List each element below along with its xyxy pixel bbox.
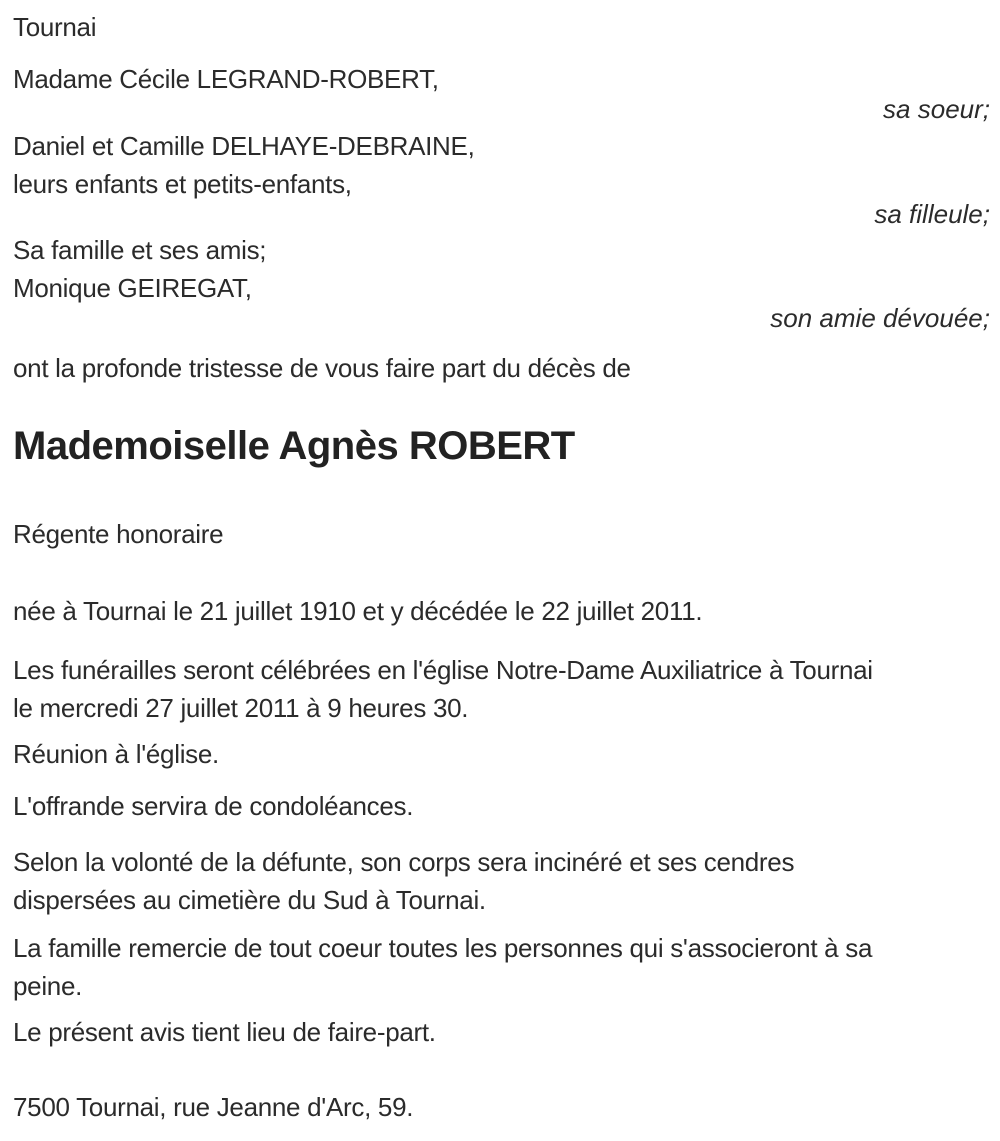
- address-line: 7500 Tournai, rue Jeanne d'Arc, 59.: [13, 1092, 414, 1122]
- relation-label: sa filleule;: [874, 199, 990, 229]
- offering-line: L'offrande servira de condoléances.: [13, 791, 414, 821]
- deceased-name: Mademoiselle Agnès ROBERT: [13, 424, 575, 468]
- legal-notice-line: Le présent avis tient lieu de faire-part.: [13, 1017, 436, 1047]
- mourner-name: Daniel et Camille DELHAYE-DEBRAINE,: [13, 131, 475, 161]
- announcement-line: ont la profonde tristesse de vous faire part du décès de: [13, 353, 631, 383]
- deceased-title: Régente honoraire: [13, 519, 224, 549]
- mourner-name: Madame Cécile LEGRAND-ROBERT,: [13, 64, 439, 94]
- funeral-paragraph: Les funérailles seront célébrées en l'église Notre-Dame Auxiliatrice à Tournai le mercredi 27 juillet 2011 à 9 heures 30.: [13, 655, 873, 723]
- thanks-paragraph: La famille remercie de tout coeur toutes les personnes qui s'associeront à sa peine.: [13, 933, 873, 1001]
- mourner-name: Sa famille et ses amis;: [13, 235, 267, 265]
- mourner-name: leurs enfants et petits-enfants,: [13, 169, 352, 199]
- relation-label: sa soeur;: [883, 94, 990, 124]
- city-line: Tournai: [13, 12, 97, 42]
- mourner-name: Monique GEIREGAT,: [13, 273, 252, 303]
- birth-death-line: née à Tournai le 21 juillet 1910 et y décédée le 22 juillet 2011.: [13, 596, 703, 626]
- cremation-paragraph: Selon la volonté de la défunte, son corps sera incinéré et ses cendres dispersées au cimetière du Sud à Tournai.: [13, 847, 795, 915]
- meeting-line: Réunion à l'église.: [13, 739, 219, 769]
- relation-label: son amie dévouée;: [770, 303, 990, 333]
